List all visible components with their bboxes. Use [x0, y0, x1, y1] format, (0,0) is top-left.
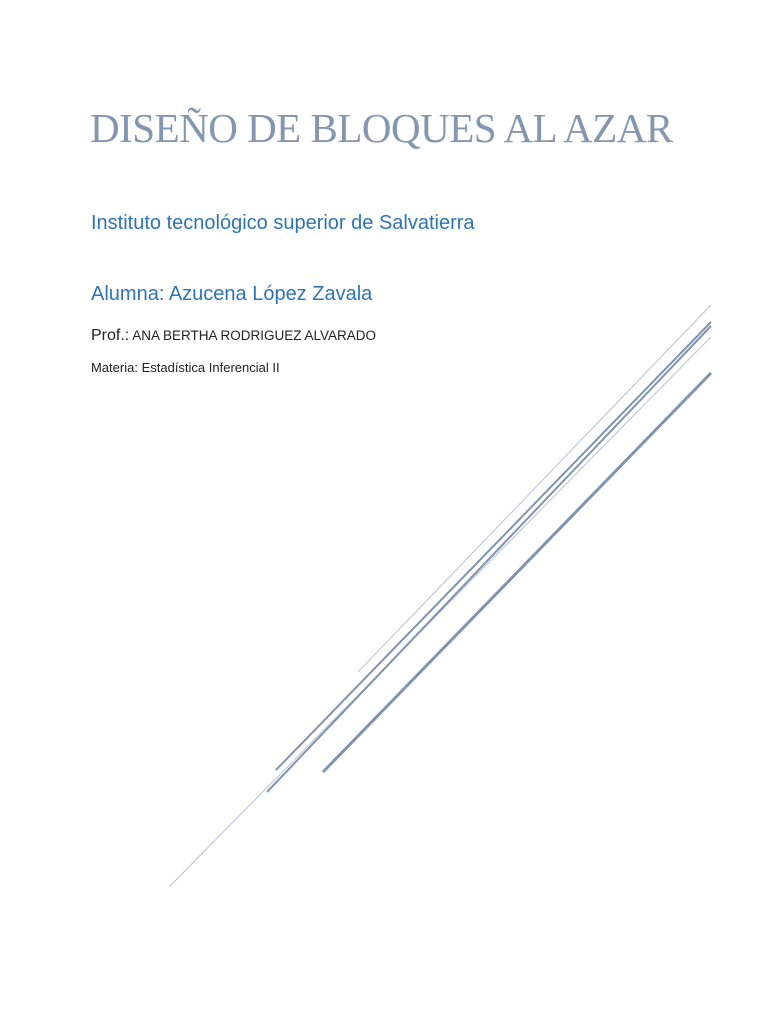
diagonal-line-thin-upper: [358, 305, 711, 672]
subject-line: Materia: Estadística Inferencial II: [91, 360, 280, 375]
diagonal-line-thick: [323, 373, 711, 772]
diagonal-line-thin-long: [170, 337, 711, 886]
professor-name: ANA BERTHA RODRIGUEZ ALVARADO: [129, 328, 377, 343]
professor-label: Prof.:: [91, 327, 130, 344]
diagonal-line-medium: [276, 322, 711, 770]
diagonal-line-double: [267, 326, 711, 792]
institution-subtitle: Instituto tecnológico superior de Salvatierra: [91, 212, 475, 234]
student-name: Alumna: Azucena López Zavala: [91, 283, 373, 305]
document-title: DISEÑO DE BLOQUES AL AZAR: [90, 105, 673, 151]
